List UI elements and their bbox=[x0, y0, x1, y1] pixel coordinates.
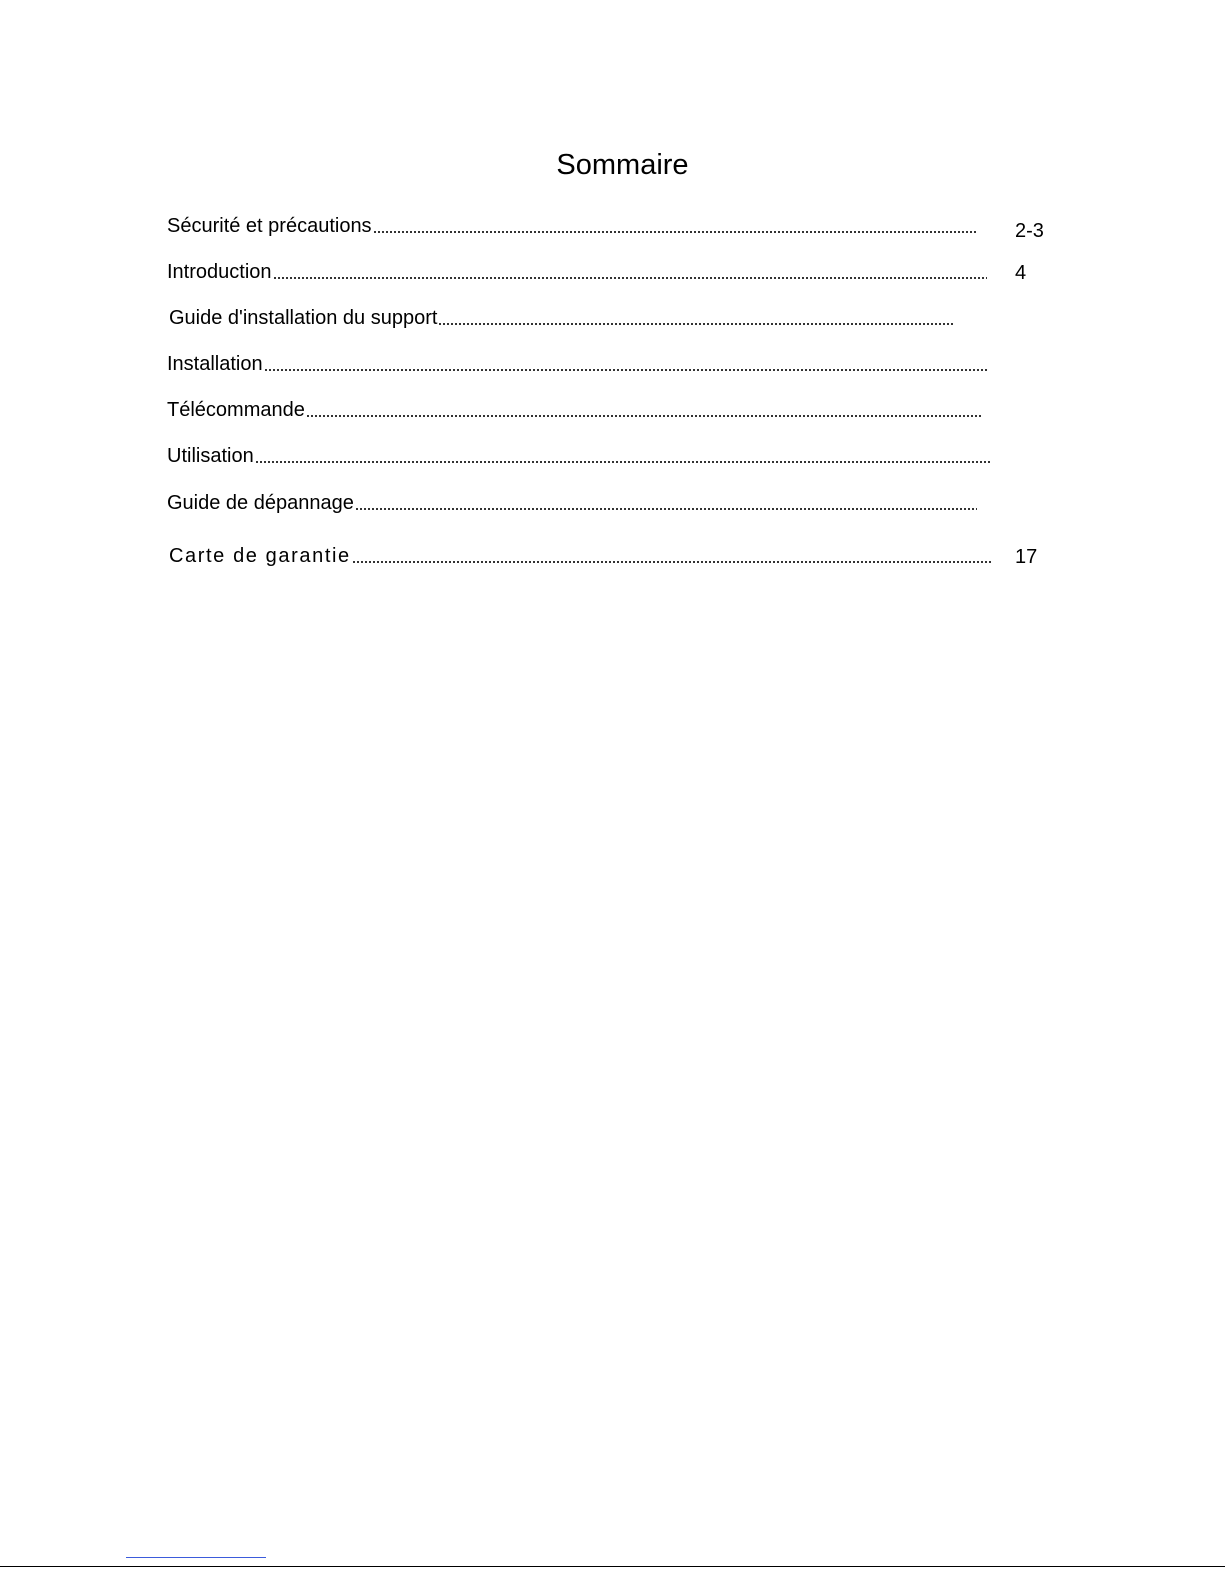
dot-leader bbox=[305, 398, 981, 422]
toc-entry-page: 4 bbox=[1015, 262, 1027, 284]
toc-entry[interactable] bbox=[167, 392, 1057, 422]
toc-entry-label: Introduction bbox=[167, 261, 272, 283]
toc-entry[interactable] bbox=[167, 438, 1057, 468]
page-title: Sommaire bbox=[556, 149, 689, 181]
toc-entry[interactable] bbox=[167, 485, 1057, 515]
dot-leader bbox=[254, 444, 990, 468]
toc-entry[interactable] bbox=[167, 208, 1057, 242]
dot-leader bbox=[354, 491, 977, 515]
toc-entry-page: 17 bbox=[1015, 546, 1038, 568]
dot-leader bbox=[372, 214, 976, 238]
toc-entry[interactable] bbox=[169, 538, 1059, 568]
toc-entry-label: Télécommande bbox=[167, 399, 305, 421]
footer-rule bbox=[0, 1566, 1225, 1567]
dot-leader bbox=[263, 352, 989, 376]
toc-entry-label: Guide de dépannage bbox=[167, 492, 354, 514]
toc-entry[interactable] bbox=[167, 346, 1057, 376]
toc-entry-page: 2-3 bbox=[1015, 220, 1044, 242]
dot-leader bbox=[351, 544, 992, 568]
toc-entry-label: Carte de garantie bbox=[169, 545, 351, 567]
toc-entry-label: Guide d'installation du support bbox=[169, 307, 438, 329]
toc-entry[interactable] bbox=[169, 300, 1059, 330]
footer-link-underline bbox=[126, 1557, 266, 1558]
dot-leader bbox=[272, 260, 987, 284]
toc-entry-label: Sécurité et précautions bbox=[167, 215, 372, 237]
toc-entry[interactable] bbox=[167, 254, 1057, 284]
toc-entry-label: Installation bbox=[167, 353, 263, 375]
toc-entry-label: Utilisation bbox=[167, 445, 254, 467]
dot-leader bbox=[437, 306, 953, 330]
